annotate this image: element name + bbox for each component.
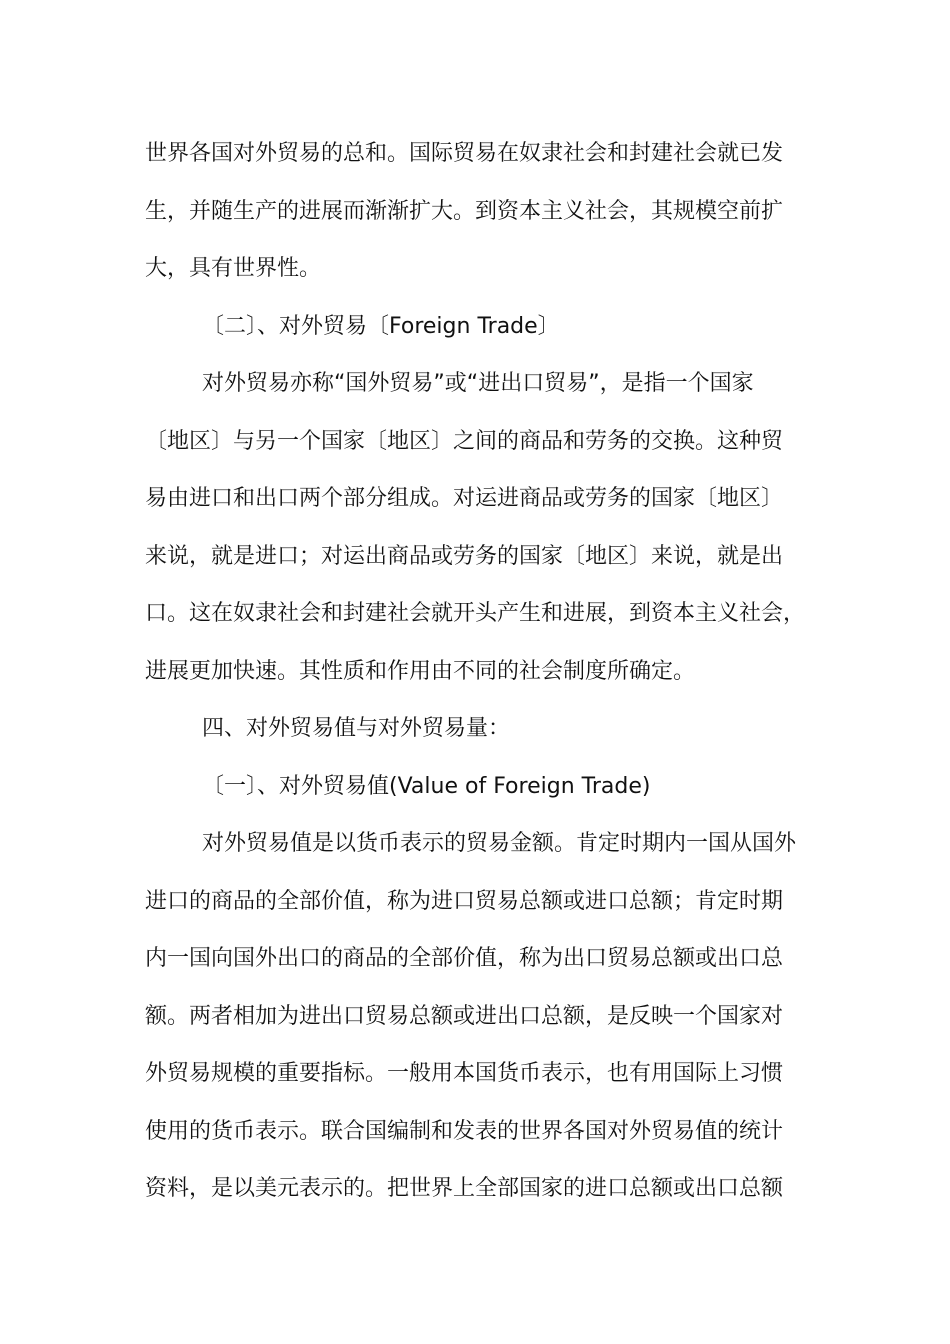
paragraph-line-2: 生，并随生产的进展而渐渐扩大。到资本主义社会，其规模空前扩 — [145, 198, 784, 224]
paragraph-line-17: 外贸易规模的重要指标。一般用本国货币表示，也有用国际上习惯 — [145, 1061, 784, 1086]
paragraph-line-9: 口。这在奴隶社会和封建社会就开头产生和进展，到资本主义社会， — [145, 601, 806, 626]
paragraph-line-6: 〔地区〕与另一个国家〔地区〕之间的商品和劳务的交换。这种贸 — [145, 428, 784, 454]
paragraph-line-13: 对外贸易值是以货币表示的贸易金额。肯定时期内一国从国外 — [202, 831, 797, 856]
subsection-heading-trade-value: 〔一〕、对外贸易值(Value of Foreign Trade) — [202, 773, 651, 799]
paragraph-line-16: 额。两者相加为进出口贸易总额或进出口总额，是反映一个国家对 — [145, 1003, 784, 1029]
paragraph-line-14: 进口的商品的全部价值，称为进口贸易总额或进口总额；肯定时期 — [145, 888, 784, 914]
paragraph-line-3: 大，具有世界性。 — [145, 256, 322, 281]
paragraph-line-10: 进展更加快速。其性质和作用由不同的社会制度所确定。 — [145, 658, 696, 684]
section-heading-trade-value-volume: 四、对外贸易值与对外贸易量： — [202, 716, 511, 741]
paragraph-line-7: 易由进口和出口两个部分组成。对运进商品或劳务的国家〔地区〕 — [145, 486, 784, 511]
paragraph-line-5: 对外贸易亦称“国外贸易”或“进出口贸易”，是指一个国家 — [202, 371, 754, 396]
paragraph-line-8: 来说，就是进口；对运出商品或劳务的国家〔地区〕来说，就是出 — [145, 543, 784, 569]
paragraph-line-18: 使用的货币表示。联合国编制和发表的世界各国对外贸易值的统计 — [145, 1118, 784, 1144]
document-body — [145, 125, 830, 1218]
paragraph-line-19: 资料，是以美元表示的。把世界上全部国家的进口总额或出口总额 — [145, 1176, 784, 1201]
section-heading-foreign-trade: 〔二〕、对外贸易〔Foreign Trade〕 — [202, 313, 560, 339]
paragraph-line-15: 内一国向国外出口的商品的全部价值，称为出口贸易总额或出口总 — [145, 946, 784, 971]
paragraph-line-1: 世界各国对外贸易的总和。国际贸易在奴隶社会和封建社会就已发 — [145, 141, 784, 166]
